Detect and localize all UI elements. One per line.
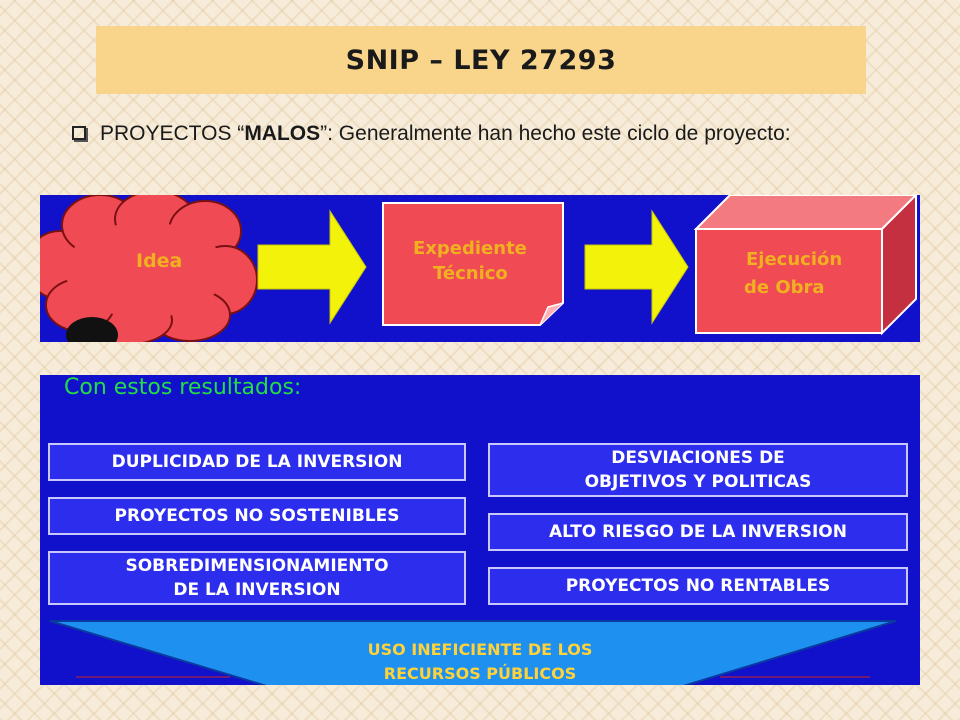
- conclusion-text: USO INEFICIENTE DE LOS RECURSOS PÚBLICOS: [367, 640, 593, 683]
- bullet-prefix: PROYECTOS “: [100, 122, 245, 145]
- arrow-right-icon: [585, 211, 688, 323]
- project-cycle-panel: [40, 195, 920, 342]
- title-bar: [96, 26, 866, 94]
- results-panel: [40, 375, 920, 685]
- result-box-desviaciones: DESVIACIONES DE OBJETIVOS Y POLITICAS: [488, 443, 908, 497]
- slide-title: SNIP – LEY 27293: [345, 44, 617, 76]
- project-cycle-diagram: [40, 195, 920, 342]
- expediente-label-line2: Técnico: [433, 263, 508, 284]
- ejecucion-label-line2: de Obra: [744, 277, 825, 298]
- idea-label: Idea: [136, 250, 183, 272]
- bullet-text: [100, 118, 910, 150]
- result-box-no-rentables: PROYECTOS NO RENTABLES: [488, 567, 908, 605]
- expediente-label-line1: Expediente: [413, 238, 527, 259]
- result-box-no-sostenibles: PROYECTOS NO SOSTENIBLES: [48, 497, 466, 535]
- checkbox-bullet-icon: [72, 126, 86, 140]
- bullet-point: [72, 118, 912, 150]
- results-heading: Con estos resultados:: [64, 375, 302, 400]
- arrow-right-icon: [258, 211, 366, 323]
- result-box-alto-riesgo: ALTO RIESGO DE LA INVERSION: [488, 513, 908, 551]
- result-box-sobredimensionamiento: SOBREDIMENSIONAMIENTO DE LA INVERSION: [48, 551, 466, 605]
- bullet-suffix: ”: Generalmente han hecho este ciclo de proyecto:: [320, 122, 791, 145]
- bullet-emphasis: MALOS: [244, 122, 321, 145]
- result-box-duplicidad: DUPLICIDAD DE LA INVERSION: [48, 443, 466, 481]
- ejecucion-label-line1: Ejecución: [746, 249, 843, 270]
